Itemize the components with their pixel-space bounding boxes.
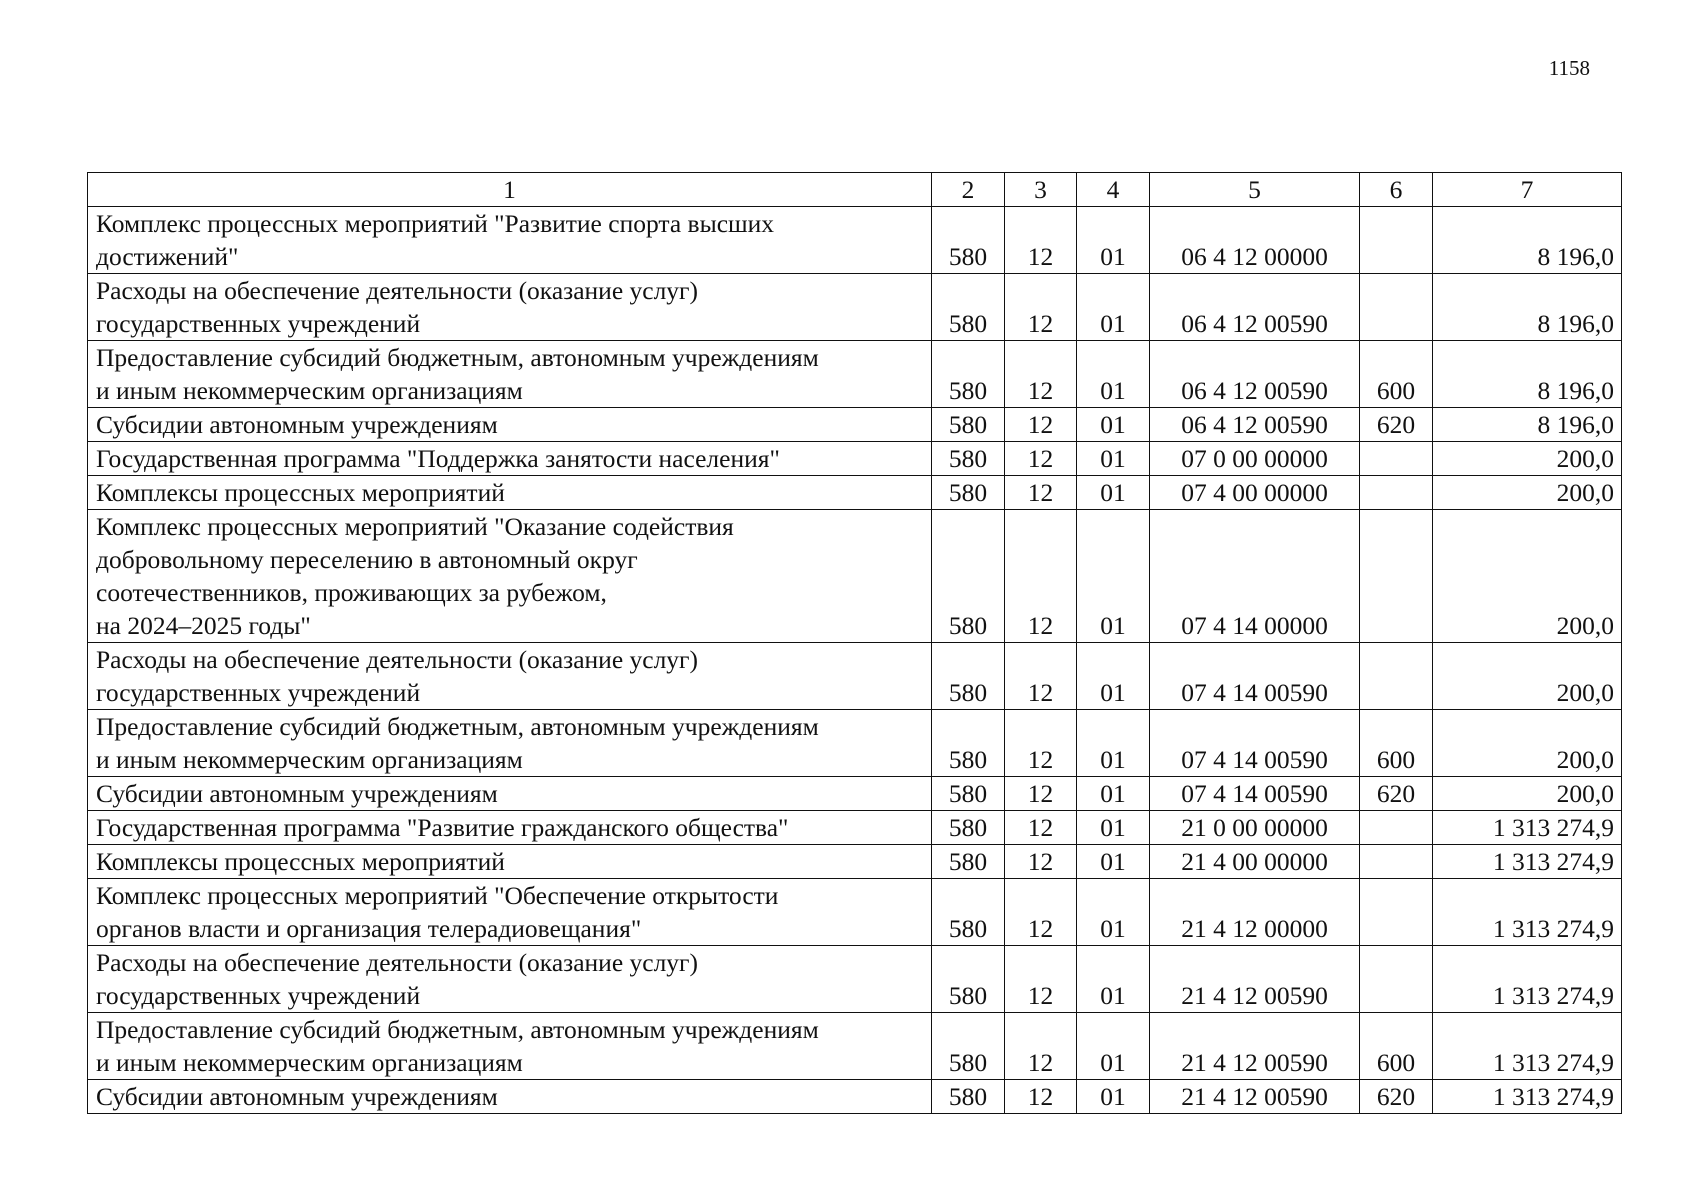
cell-ministry-code: 580 (932, 1080, 1005, 1114)
cell-ministry-code: 580 (932, 442, 1005, 476)
column-header-5: 5 (1150, 173, 1360, 207)
cell-subsection-code: 01 (1077, 710, 1150, 777)
table-row (88, 879, 1622, 946)
cell-amount: 1 313 274,9 (1433, 1013, 1622, 1080)
row-description (88, 946, 932, 1013)
cell-expense-type-code (1360, 207, 1433, 274)
cell-amount: 8 196,0 (1433, 341, 1622, 408)
cell-target-item-code: 06 4 12 00590 (1150, 408, 1360, 442)
cell-target-item-code: 07 4 14 00000 (1150, 510, 1360, 643)
description-line: Расходы на обеспечение деятельности (оказание услуг) (96, 276, 699, 305)
cell-amount: 200,0 (1433, 510, 1622, 643)
column-header-4: 4 (1077, 173, 1150, 207)
table-row (88, 845, 1622, 879)
description-line: Комплекс процессных мероприятий "Оказание содействия (96, 512, 734, 541)
description-line: Предоставление субсидий бюджетным, автономным учреждениям (96, 1015, 819, 1044)
cell-amount: 200,0 (1433, 643, 1622, 710)
cell-expense-type-code (1360, 946, 1433, 1013)
cell-section-code: 12 (1005, 408, 1077, 442)
row-description (88, 476, 932, 510)
cell-expense-type-code: 600 (1360, 1013, 1433, 1080)
description-line: государственных учреждений (96, 678, 421, 707)
cell-expense-type-code: 620 (1360, 408, 1433, 442)
cell-expense-type-code: 600 (1360, 341, 1433, 408)
cell-amount: 8 196,0 (1433, 274, 1622, 341)
cell-target-item-code: 06 4 12 00590 (1150, 274, 1360, 341)
cell-expense-type-code (1360, 510, 1433, 643)
budget-table (87, 172, 1622, 1114)
cell-subsection-code: 01 (1077, 408, 1150, 442)
cell-subsection-code: 01 (1077, 510, 1150, 643)
cell-amount: 200,0 (1433, 476, 1622, 510)
cell-target-item-code: 07 0 00 00000 (1150, 442, 1360, 476)
table-row (88, 643, 1622, 710)
row-description (88, 341, 932, 408)
cell-subsection-code: 01 (1077, 643, 1150, 710)
column-header-3: 3 (1005, 173, 1077, 207)
cell-section-code: 12 (1005, 476, 1077, 510)
description-line: Комплекс процессных мероприятий "Обеспечение открытости (96, 881, 779, 910)
cell-expense-type-code (1360, 476, 1433, 510)
description-line: соотечественников, проживающих за рубежом, (96, 578, 607, 607)
row-description (88, 643, 932, 710)
cell-subsection-code: 01 (1077, 274, 1150, 341)
cell-amount: 1 313 274,9 (1433, 845, 1622, 879)
cell-target-item-code: 21 4 12 00590 (1150, 1013, 1360, 1080)
description-line: Предоставление субсидий бюджетным, автономным учреждениям (96, 712, 819, 741)
cell-section-code: 12 (1005, 274, 1077, 341)
table-row (88, 710, 1622, 777)
page-number: 1158 (1548, 56, 1590, 80)
row-description (88, 274, 932, 341)
cell-subsection-code: 01 (1077, 341, 1150, 408)
cell-ministry-code: 580 (932, 879, 1005, 946)
cell-section-code: 12 (1005, 710, 1077, 777)
cell-ministry-code: 580 (932, 1013, 1005, 1080)
cell-amount: 8 196,0 (1433, 207, 1622, 274)
cell-ministry-code: 580 (932, 946, 1005, 1013)
column-header-2: 2 (932, 173, 1005, 207)
cell-subsection-code: 01 (1077, 811, 1150, 845)
cell-section-code: 12 (1005, 442, 1077, 476)
table-row (88, 946, 1622, 1013)
cell-section-code: 12 (1005, 811, 1077, 845)
cell-expense-type-code (1360, 879, 1433, 946)
cell-subsection-code: 01 (1077, 777, 1150, 811)
cell-expense-type-code: 620 (1360, 1080, 1433, 1114)
description-line: Субсидии автономным учреждениям (96, 410, 498, 439)
cell-ministry-code: 580 (932, 510, 1005, 643)
cell-ministry-code: 580 (932, 476, 1005, 510)
description-line: и иным некоммерческим организациям (96, 1048, 523, 1077)
row-description (88, 777, 932, 811)
cell-ministry-code: 580 (932, 777, 1005, 811)
cell-expense-type-code (1360, 845, 1433, 879)
cell-target-item-code: 06 4 12 00590 (1150, 341, 1360, 408)
cell-subsection-code: 01 (1077, 1080, 1150, 1114)
cell-section-code: 12 (1005, 341, 1077, 408)
table-row (88, 510, 1622, 643)
row-description (88, 510, 932, 643)
description-line: Расходы на обеспечение деятельности (оказание услуг) (96, 948, 699, 977)
column-header-1: 1 (88, 173, 932, 207)
column-header-7: 7 (1433, 173, 1622, 207)
cell-subsection-code: 01 (1077, 946, 1150, 1013)
cell-target-item-code: 07 4 00 00000 (1150, 476, 1360, 510)
cell-target-item-code: 21 0 00 00000 (1150, 811, 1360, 845)
cell-section-code: 12 (1005, 845, 1077, 879)
cell-amount: 8 196,0 (1433, 408, 1622, 442)
cell-ministry-code: 580 (932, 643, 1005, 710)
description-line: Государственная программа "Поддержка занятости населения" (96, 444, 780, 473)
header-row (88, 173, 1622, 207)
row-description (88, 408, 932, 442)
cell-section-code: 12 (1005, 946, 1077, 1013)
row-description (88, 811, 932, 845)
cell-ministry-code: 580 (932, 811, 1005, 845)
cell-expense-type-code: 620 (1360, 777, 1433, 811)
cell-ministry-code: 580 (932, 845, 1005, 879)
cell-subsection-code: 01 (1077, 476, 1150, 510)
cell-amount: 200,0 (1433, 710, 1622, 777)
description-line: Субсидии автономным учреждениям (96, 1082, 498, 1111)
description-line: органов власти и организация телерадиовещания" (96, 914, 642, 943)
cell-section-code: 12 (1005, 1080, 1077, 1114)
table-row (88, 811, 1622, 845)
row-description (88, 1080, 932, 1114)
description-line: Комплекс процессных мероприятий "Развитие спорта высших (96, 209, 775, 238)
row-description (88, 207, 932, 274)
table-row (88, 274, 1622, 341)
row-description (88, 710, 932, 777)
row-description (88, 879, 932, 946)
table-row (88, 476, 1622, 510)
description-line: Расходы на обеспечение деятельности (оказание услуг) (96, 645, 699, 674)
cell-section-code: 12 (1005, 510, 1077, 643)
cell-amount: 200,0 (1433, 442, 1622, 476)
row-description (88, 845, 932, 879)
table-row (88, 442, 1622, 476)
cell-amount: 1 313 274,9 (1433, 1080, 1622, 1114)
cell-target-item-code: 07 4 14 00590 (1150, 777, 1360, 811)
cell-expense-type-code: 600 (1360, 710, 1433, 777)
table-row (88, 1013, 1622, 1080)
description-line: Комплексы процессных мероприятий (96, 478, 505, 507)
cell-target-item-code: 07 4 14 00590 (1150, 643, 1360, 710)
cell-expense-type-code (1360, 442, 1433, 476)
description-line: Субсидии автономным учреждениям (96, 779, 498, 808)
cell-amount: 1 313 274,9 (1433, 946, 1622, 1013)
description-line: государственных учреждений (96, 981, 421, 1010)
table-row (88, 777, 1622, 811)
cell-target-item-code: 21 4 12 00590 (1150, 946, 1360, 1013)
cell-ministry-code: 580 (932, 710, 1005, 777)
cell-amount: 1 313 274,9 (1433, 879, 1622, 946)
cell-target-item-code: 21 4 12 00590 (1150, 1080, 1360, 1114)
cell-section-code: 12 (1005, 643, 1077, 710)
cell-target-item-code: 06 4 12 00000 (1150, 207, 1360, 274)
cell-target-item-code: 07 4 14 00590 (1150, 710, 1360, 777)
cell-target-item-code: 21 4 12 00000 (1150, 879, 1360, 946)
cell-amount: 1 313 274,9 (1433, 811, 1622, 845)
row-description (88, 442, 932, 476)
description-line: достижений" (96, 242, 239, 271)
description-line: и иным некоммерческим организациям (96, 745, 523, 774)
cell-target-item-code: 21 4 00 00000 (1150, 845, 1360, 879)
description-line: Комплексы процессных мероприятий (96, 847, 505, 876)
cell-subsection-code: 01 (1077, 442, 1150, 476)
table-row (88, 408, 1622, 442)
cell-subsection-code: 01 (1077, 879, 1150, 946)
cell-section-code: 12 (1005, 1013, 1077, 1080)
cell-expense-type-code (1360, 643, 1433, 710)
description-line: государственных учреждений (96, 309, 421, 338)
table-body (88, 207, 1622, 1114)
table-row (88, 341, 1622, 408)
description-line: Государственная программа "Развитие гражданского общества" (96, 813, 789, 842)
column-header-6: 6 (1360, 173, 1433, 207)
description-line: и иным некоммерческим организациям (96, 376, 523, 405)
cell-section-code: 12 (1005, 207, 1077, 274)
description-line: на 2024–2025 годы" (96, 611, 311, 640)
cell-subsection-code: 01 (1077, 1013, 1150, 1080)
cell-section-code: 12 (1005, 879, 1077, 946)
cell-ministry-code: 580 (932, 207, 1005, 274)
table-row (88, 207, 1622, 274)
description-line: добровольному переселению в автономный округ (96, 545, 638, 574)
cell-ministry-code: 580 (932, 341, 1005, 408)
cell-subsection-code: 01 (1077, 207, 1150, 274)
cell-ministry-code: 580 (932, 408, 1005, 442)
cell-expense-type-code (1360, 811, 1433, 845)
cell-section-code: 12 (1005, 777, 1077, 811)
table-row (88, 1080, 1622, 1114)
cell-ministry-code: 580 (932, 274, 1005, 341)
cell-amount: 200,0 (1433, 777, 1622, 811)
row-description (88, 1013, 932, 1080)
cell-subsection-code: 01 (1077, 845, 1150, 879)
cell-expense-type-code (1360, 274, 1433, 341)
description-line: Предоставление субсидий бюджетным, автономным учреждениям (96, 343, 819, 372)
